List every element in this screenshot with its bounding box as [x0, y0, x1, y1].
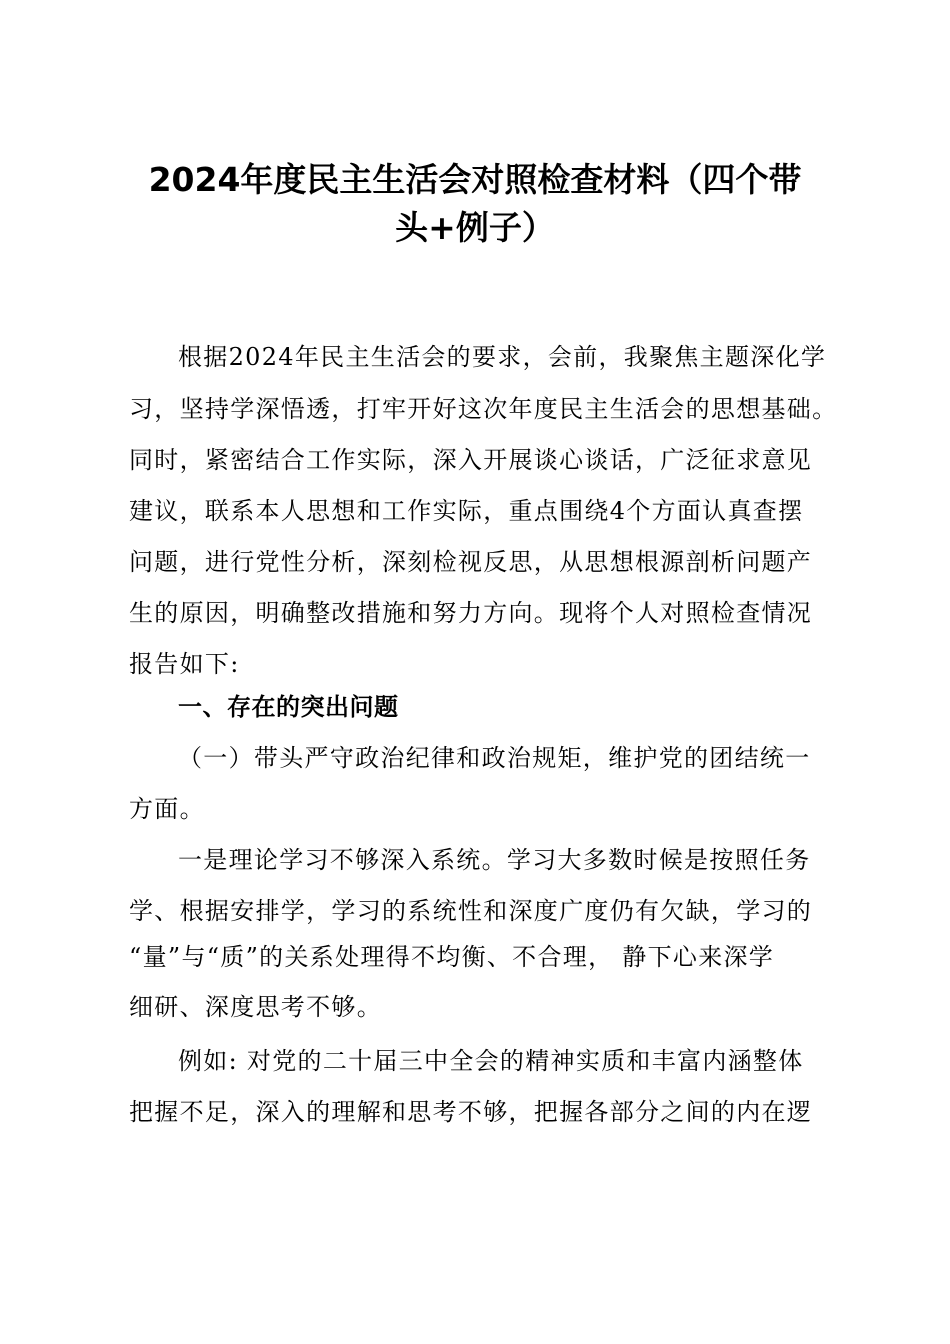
intro-line-4: 建议，联系本人思想和工作实际，重点围绕4个方面认真查摆: [129, 497, 804, 525]
document-title-line-2: 头+例子）: [395, 208, 555, 247]
example-line-1: 例如: 对党的二十届三中全会的精神实质和丰富内涵整体: [178, 1047, 804, 1075]
subsection-heading-line-1: （一）带头严守政治纪律和政治规矩，维护党的团结统一: [178, 744, 811, 772]
point-one-line-2: 学、根据安排学，学习的系统性和深度广度仍有欠缺，学习的: [129, 897, 813, 925]
document-title-line-1: 2024年度民主生活会对照检查材料（四个带: [148, 160, 802, 199]
intro-line-6: 生的原因，明确整改措施和努力方向。现将个人对照检查情况: [129, 599, 813, 627]
intro-line-3: 同时，紧密结合工作实际，深入开展谈心谈话，广泛征求意见: [129, 446, 813, 474]
point-one-line-4: 细研、深度思考不够。: [129, 993, 382, 1021]
intro-line-1: 根据2024年民主生活会的要求，会前，我聚焦主题深化学: [178, 343, 827, 371]
intro-line-7: 报告如下:: [129, 650, 240, 678]
subsection-heading-line-2: 方面。: [129, 795, 205, 823]
point-one-line-3: “量”与“质”的关系处理得不均衡、不合理， 静下心来深学: [129, 943, 775, 971]
example-line-2: 把握不足，深入的理解和思考不够，把握各部分之间的内在逻: [129, 1098, 813, 1126]
intro-line-5: 问题，进行党性分析，深刻检视反思，从思想根源剖析问题产: [129, 548, 813, 576]
intro-line-2: 习，坚持学深悟透，打牢开好这次年度民主生活会的思想基础。: [129, 395, 838, 423]
point-one-line-1: 一是理论学习不够深入系统。学习大多数时候是按照任务: [178, 846, 811, 874]
section-heading-outstanding-problems: 一、存在的突出问题: [178, 693, 399, 721]
